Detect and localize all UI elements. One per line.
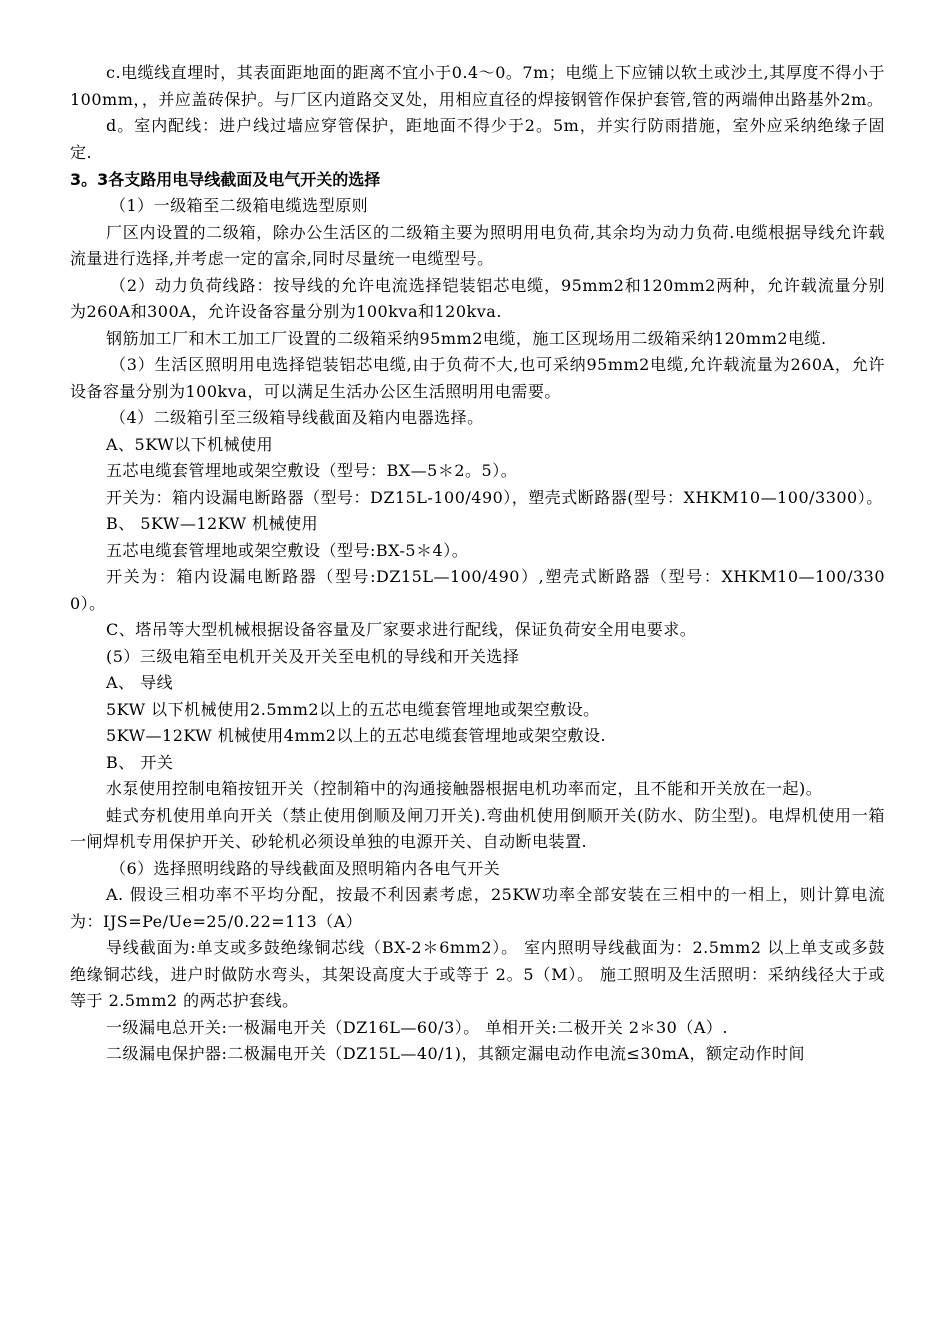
paragraph-item-6-a: A. 假设三相功率不平均分配，按最不利因素考虑，25KW功率全部安装在三相中的一相上，则计算电流为：IJS=Pe/Ue=25/0.22=113（A） xyxy=(70,885,885,931)
paragraph-item-5-a-1: 5KW 以下机械使用2.5mm2以上的五芯电缆套管埋地或架空敷设。 xyxy=(106,699,600,719)
paragraph-item-4-title: （4）二级箱引至三级箱导线截面及箱内电器选择。 xyxy=(110,408,484,427)
paragraph-item-4-c: C、塔吊等大型机械根据设备容量及厂家要求进行配线，保证负荷安全用电要求。 xyxy=(106,620,697,639)
paragraph-item-5-title: (5）三级电箱至电机开关及开关至电机的导线和开关选择 xyxy=(106,646,520,666)
paragraph-cable-burial: c.电缆线直埋时，其表面距地面的距离不宜小于0.4～0。7m；电缆上下应铺以软土或沙土,其厚度不得小于100mm，，并应盖砖保护。与厂区内道路交叉处，用相应直径的焊接钢管作保护套管,管的两端伸出路基外2m。 xyxy=(70,63,885,109)
paragraph-item-4-a-cable: 五芯电缆套管埋地或架空敷设（型号：BX—5＊2。5）。 xyxy=(106,461,518,480)
paragraph-item-5-b-pump: 水泵使用控制电箱按钮开关（控制箱中的沟通接触器根据电机功率而定，且不能和开关放在一起)。 xyxy=(106,779,823,798)
paragraph-item-1-title: （1）一级箱至二级箱电缆选型原则 xyxy=(110,196,369,215)
paragraph-item-4-b-cable: 五芯电缆套管埋地或架空敷设（型号:BX-5＊4）。 xyxy=(106,540,469,560)
paragraph-item-6-conductor: 导线截面为:单支或多鼓绝缘铜芯线（BX-2＊6mm2）。 室内照明导线截面为：2.5mm2 以上单支或多鼓绝缘铜芯线，进户时做防水弯头，其架设高度大于或等于 2。5（M）。 施工照明及生活照明：采纳线径大于或等于 2.5mm2 的两芯护套线。 xyxy=(70,938,885,1010)
paragraph-item-5-a: A、 导线 xyxy=(106,673,174,692)
paragraph-item-4-a: A、5KW以下机械使用 xyxy=(106,434,274,454)
paragraph-item-6-level1: 一级漏电总开关:一极漏电开关（DZ16L—60/3）。 单相开关:二极开关 2＊30（A）. xyxy=(106,1017,728,1037)
paragraph-item-4-a-switch: 开关为：箱内设漏电断路器（型号：DZ15L-100/490），塑壳式断路器(型号：XHKM10—100/3300）。 xyxy=(106,487,883,507)
paragraph-item-1-body: 厂区内设置的二级箱，除办公生活区的二级箱主要为照明用电负荷,其余均为动力负荷.电缆根据导线允许载流量进行选择,并考虑一定的富余,同时尽量统一电缆型号。 xyxy=(70,222,885,268)
paragraph-item-5-a-2: 5KW—12KW 机械使用4mm2以上的五芯电缆套管埋地或架空敷设. xyxy=(106,726,607,745)
paragraph-item-4-b: B、 5KW—12KW 机械使用 xyxy=(106,514,319,533)
document-page xyxy=(70,60,885,1068)
section-heading: 3。3各支路用电导线截面及电气开关的选择 xyxy=(70,170,381,189)
paragraph-item-5-b: B、 开关 xyxy=(106,752,174,772)
paragraph-item-6-level2: 二级漏电保护器:二极漏电开关（DZ15L—40/1)，其额定漏电动作电流≤30mA，额定动作时间 xyxy=(106,1044,805,1063)
paragraph-indoor-wiring: d。室内配线：进户线过墙应穿管保护，距地面不得少于2。5m，并实行防雨措施，室外应采纳绝缘子固定. xyxy=(70,116,885,162)
paragraph-item-2-body: 钢筋加工厂和木工加工厂设置的二级箱采纳95mm2电缆，施工区现场用二级箱采纳120mm2电缆. xyxy=(106,328,827,348)
paragraph-item-4-b-switch: 开关为：箱内设漏电断路器（型号:DZ15L—100/490）,塑壳式断路器（型号：XHKM10—100/3300）。 xyxy=(70,567,885,613)
paragraph-item-6-title: （6）选择照明线路的导线截面及照明箱内各电气开关 xyxy=(110,858,501,878)
paragraph-item-5-b-machines: 蛙式夯机使用单向开关（禁止使用倒顺及闸刀开关).弯曲机使用倒顺开关(防水、防尘型)。电焊机使用一箱一闸焊机专用保护开关、砂轮机必须设单独的电源开关、自动断电装置. xyxy=(70,805,885,851)
paragraph-item-2: （2）动力负荷线路：按导线的允许电流选择铠装铝芯电缆，95mm2和120mm2两种，允许载流量分别为260A和300A，允许设备容量分别为100kva和120kva. xyxy=(70,275,885,321)
paragraph-item-3: （3）生活区照明用电选择铠装铝芯电缆,由于负荷不大,也可采纳95mm2电缆,允许载流量为260A，允许设备容量分别为100kva，可以满足生活办公区生活照明用电需要。 xyxy=(70,355,885,401)
